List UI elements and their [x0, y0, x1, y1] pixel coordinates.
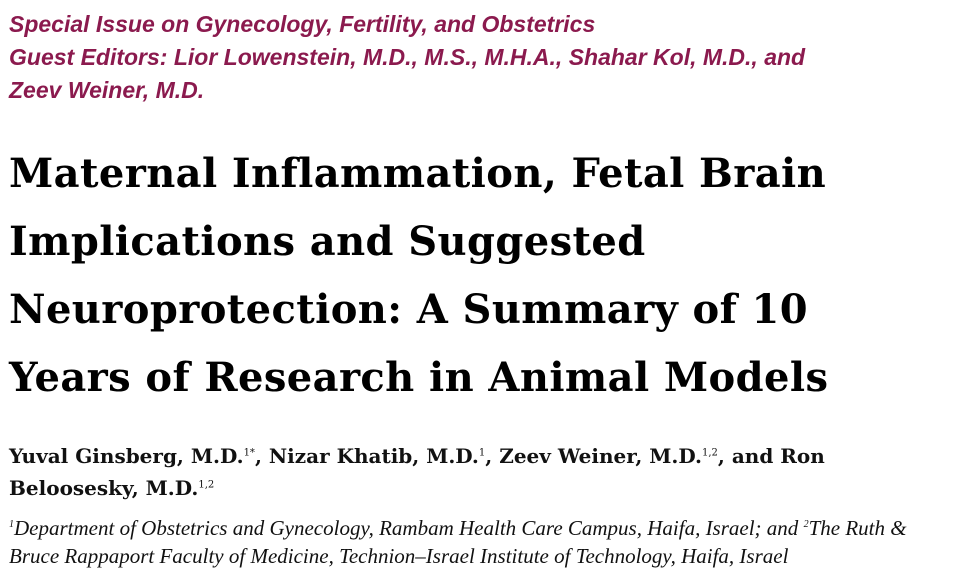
- author-name: Yuval Ginsberg, M.D.: [9, 444, 244, 468]
- article-title-line-4: Years of Research in Animal Models: [9, 354, 829, 401]
- affiliation-mark: 1: [9, 519, 14, 530]
- affiliation-text: Department of Obstetrics and Gynecology, Rambam Health Care Campus, Haifa, Israel; and: [14, 516, 804, 540]
- guest-editors-line-continued: Zeev Weiner, M.D.: [9, 77, 205, 103]
- author-list: [9, 440, 959, 504]
- special-issue-title: Special Issue on Gynecology, Fertility, and Obstetrics: [9, 11, 596, 37]
- author-affiliation-mark: 1: [478, 447, 486, 459]
- author-affiliation-mark: 1,2: [198, 479, 215, 491]
- author-affiliation-mark: 1,2: [701, 447, 718, 459]
- affiliations: [9, 514, 959, 570]
- author-separator: ,: [485, 444, 500, 468]
- article-title-line-3: Neuroprotection: A Summary of 10: [9, 286, 808, 333]
- article-title: [9, 140, 959, 412]
- guest-editors-line: Guest Editors: Lior Lowenstein, M.D., M.S., M.H.A., Shahar Kol, M.D., and: [9, 44, 806, 70]
- article-title-line-1: Maternal Inflammation, Fetal Brain: [9, 150, 827, 197]
- article-header: [9, 8, 959, 570]
- special-issue-banner: [9, 8, 959, 107]
- author-name: Zeev Weiner, M.D.: [499, 444, 702, 468]
- author-affiliation-mark: 1*: [243, 447, 255, 459]
- author-separator: , and: [717, 444, 781, 468]
- affiliation-mark: 2: [803, 519, 809, 530]
- article-title-line-2: Implications and Suggested: [9, 218, 646, 265]
- affiliation-text: The Ruth & Bruce Rappaport Faculty of Medicine, Technion–Israel Institute of Technology, Haifa, Israel: [9, 516, 907, 568]
- author-name: Ron Beloosesky, M.D.: [9, 444, 825, 500]
- author-separator: ,: [254, 444, 269, 468]
- author-name: Nizar Khatib, M.D.: [268, 444, 479, 468]
